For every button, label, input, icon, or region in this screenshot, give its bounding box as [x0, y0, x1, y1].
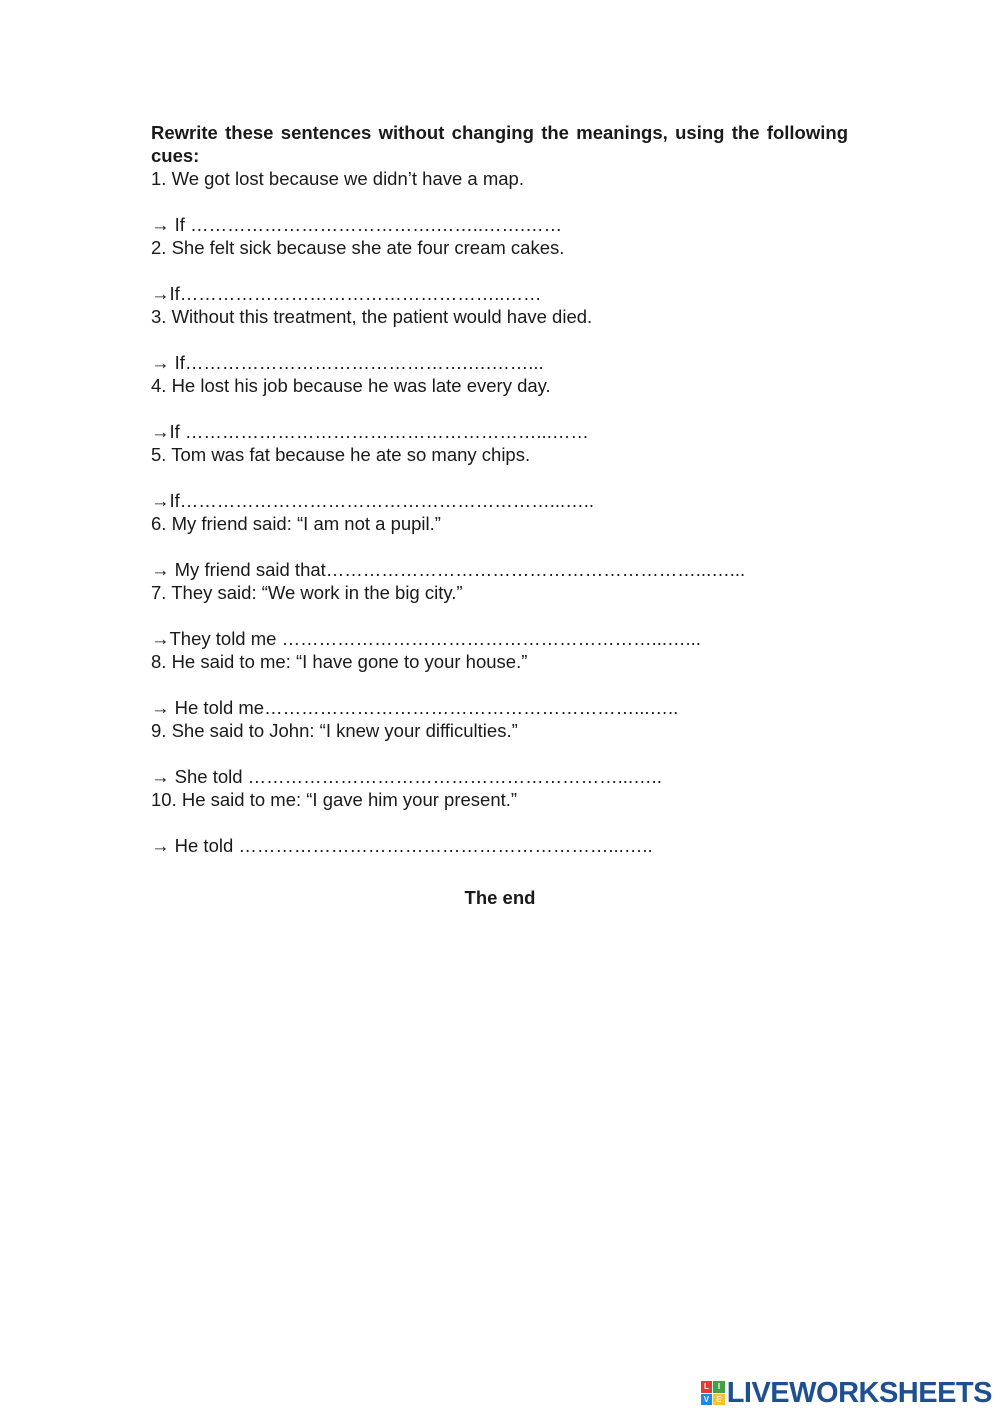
exercise-item — [151, 512, 848, 581]
answer-prefix: →If — [151, 283, 180, 304]
exercise-list — [151, 167, 848, 857]
logo-tile: V — [701, 1394, 713, 1406]
liveworksheets-watermark — [701, 1376, 992, 1409]
logo-tile: E — [713, 1394, 725, 1406]
answer-prefix: →If — [151, 490, 180, 511]
answer-prefix: →If — [151, 421, 185, 442]
question-text: 10. He said to me: “I gave him your present.” — [151, 789, 518, 810]
instruction-heading: Rewrite these sentences without changing the meanings, using the following cues: — [151, 122, 848, 166]
logo-tile: L — [701, 1381, 713, 1393]
answer-blank[interactable]: …………………………………………………...…… — [184, 421, 589, 442]
question-text: 3. Without this treatment, the patient would have died. — [151, 306, 593, 327]
exercise-item — [151, 236, 848, 305]
exercise-item — [151, 305, 848, 374]
question-text: 4. He lost his job because he was late every day. — [151, 375, 551, 396]
answer-line[interactable] — [151, 627, 848, 650]
exercise-item — [151, 374, 848, 443]
exercise-item — [151, 167, 848, 236]
answer-blank[interactable]: ……………………………………………………...….. — [264, 697, 679, 718]
answer-blank[interactable]: ……………………………………………………...….. — [238, 835, 653, 856]
question-text: 7. They said: “We work in the big city.” — [151, 582, 463, 603]
liveworksheets-logo-icon — [701, 1381, 725, 1405]
exercise-item — [151, 788, 848, 857]
answer-prefix: → My friend said that — [151, 559, 326, 580]
answer-line[interactable] — [151, 696, 848, 719]
question-text: 5. Tom was fat because he ate so many chips. — [151, 444, 531, 465]
worksheet — [151, 121, 848, 857]
question-text: 8. He said to me: “I have gone to your house.” — [151, 651, 528, 672]
answer-line[interactable] — [151, 834, 848, 857]
answer-blank[interactable]: ……………………………………………………...….. — [247, 766, 662, 787]
closing-text: The end — [464, 887, 536, 908]
answer-line[interactable] — [151, 765, 848, 788]
brand-name: LIVEWORKSHEETS — [726, 1376, 992, 1409]
answer-blank[interactable]: ………………………………….……..…….…… — [190, 214, 563, 235]
answer-blank[interactable]: ……………………………………………………...….. — [179, 490, 594, 511]
answer-line[interactable] — [151, 351, 848, 374]
answer-line[interactable] — [151, 489, 848, 512]
exercise-item — [151, 650, 848, 719]
exercise-item — [151, 443, 848, 512]
question-text: 9. She said to John: “I knew your difficulties.” — [151, 720, 518, 741]
answer-blank[interactable]: ……………………………………………..…… — [179, 283, 542, 304]
answer-prefix: → If — [151, 214, 191, 235]
answer-line[interactable] — [151, 213, 848, 236]
answer-blank[interactable]: ……………………………………………………...…... — [325, 559, 746, 580]
question-text: 1. We got lost because we didn’t have a map. — [151, 168, 524, 189]
question-text: 6. My friend said: “I am not a pupil.” — [151, 513, 441, 534]
answer-prefix: → He told — [151, 835, 239, 856]
exercise-item — [151, 719, 848, 788]
exercise-item — [151, 581, 848, 650]
logo-tile: I — [713, 1381, 725, 1393]
answer-blank[interactable]: ……………………………………….….……... — [184, 352, 544, 373]
answer-prefix: → She told — [151, 766, 248, 787]
answer-prefix: →They told me — [151, 628, 282, 649]
answer-line[interactable] — [151, 558, 848, 581]
answer-blank[interactable]: ……………………………………………………...…... — [281, 628, 701, 649]
answer-line[interactable] — [151, 282, 848, 305]
answer-prefix: → He told me — [151, 697, 265, 718]
question-text: 2. She felt sick because she ate four cream cakes. — [151, 237, 565, 258]
answer-line[interactable] — [151, 420, 848, 443]
answer-prefix: → If — [151, 352, 185, 373]
